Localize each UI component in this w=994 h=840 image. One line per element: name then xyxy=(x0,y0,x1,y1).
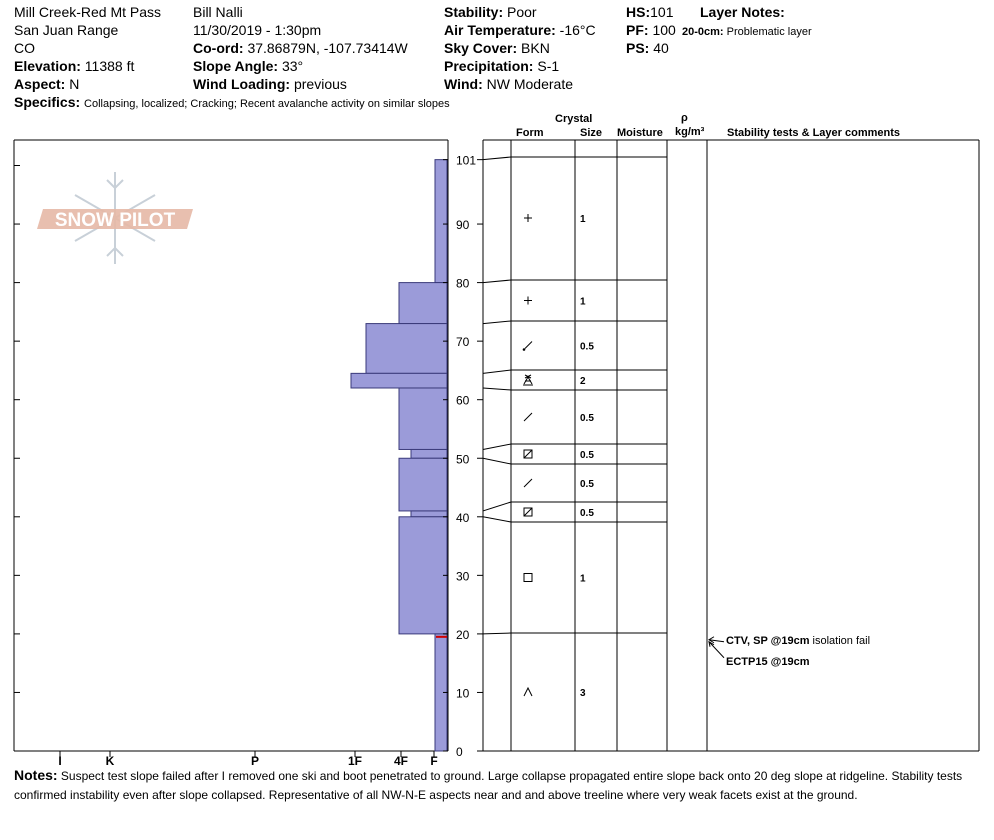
wind-loading-value: previous xyxy=(293,76,347,92)
aspect-label: Aspect: xyxy=(14,76,66,92)
slash-icon xyxy=(524,479,532,487)
layer-connector xyxy=(483,633,511,634)
air-temp-value: -16°C xyxy=(559,22,596,38)
notes-text: Suspect test slope failed after I removed one ski and boot penetrated to ground. Large collapse propagated entire slope back onto 20 deg slope at ridgeline. Stability tests confirmed instability even after slope collapsed. Representative of all NW-N-E aspects near and and above treeline where very weak facets exist at the ground. xyxy=(14,769,963,802)
wind-value: NW Moderate xyxy=(486,76,573,92)
density-unit-header: kg/m³ xyxy=(675,126,705,138)
air-temp-label: Air Temperature: xyxy=(444,22,556,38)
hardness-bar xyxy=(399,517,447,634)
depth-label: 40 xyxy=(456,510,470,525)
wind-loading-label: Wind Loading: xyxy=(193,76,291,92)
crystal-size: 0.5 xyxy=(580,341,594,353)
notes xyxy=(14,766,984,805)
elevation-label: Elevation: xyxy=(14,58,81,74)
crystal-size: 0.5 xyxy=(580,450,594,461)
hardness-bar xyxy=(399,283,447,324)
layer-connector xyxy=(483,157,511,160)
sky-value: BKN xyxy=(521,40,550,56)
surface-hoar-icon xyxy=(523,375,533,385)
caret-icon xyxy=(524,688,532,696)
ps-label: PS: xyxy=(626,40,650,56)
hardness-bar xyxy=(399,388,447,449)
slash-dot-icon xyxy=(523,342,532,351)
hs-value: 101 xyxy=(650,4,674,20)
depth-label: 60 xyxy=(456,393,470,408)
ps-value: 40 xyxy=(653,40,669,56)
aspect-value: N xyxy=(69,76,80,92)
coord-label: Co-ord: xyxy=(193,40,244,56)
layer-connector xyxy=(483,517,511,522)
obs-datetime: 11/30/2019 - 1:30pm xyxy=(193,22,322,38)
depth-label: 20 xyxy=(456,627,470,642)
stability-test: ECTP15 @19cm xyxy=(726,655,810,668)
moisture-header: Moisture xyxy=(617,127,663,139)
rho-header: ρ xyxy=(681,112,688,124)
depth-label: 70 xyxy=(456,335,470,350)
form-header: Form xyxy=(516,127,544,139)
hardness-bar xyxy=(411,449,447,458)
stability-value: Poor xyxy=(507,4,537,20)
depth-label: 90 xyxy=(456,218,470,233)
precip-label: Precipitation: xyxy=(444,58,534,74)
layer-connector xyxy=(483,321,511,324)
hardness-tick-label: 4F xyxy=(393,754,409,768)
test-pointer xyxy=(709,642,724,658)
slope-label: Slope Angle: xyxy=(193,58,279,74)
hardness-bar xyxy=(411,511,447,517)
location-name: Mill Creek-Red Mt Pass xyxy=(14,4,162,20)
hardness-tick-label: I xyxy=(58,754,62,768)
layer-connector xyxy=(483,502,511,511)
hardness-tick-label: F xyxy=(430,754,438,768)
depth-label: 101 xyxy=(456,153,477,168)
square-icon xyxy=(524,574,532,582)
crystal-size: 0.5 xyxy=(580,508,594,519)
plus-icon xyxy=(524,214,532,222)
hardness-tick-label: 1F xyxy=(347,754,363,768)
coord-value: 37.86879N, -107.73414W xyxy=(247,40,408,56)
crystal-size: 0.5 xyxy=(580,413,594,424)
hardness-bar xyxy=(366,324,447,374)
tests-header: Stability tests & Layer comments xyxy=(727,127,901,139)
stability-label: Stability: xyxy=(444,4,504,20)
hs-label: HS: xyxy=(626,4,651,20)
depth-label: 0 xyxy=(456,745,463,759)
notes-label: Notes: xyxy=(14,767,58,783)
layer-connector xyxy=(483,388,511,390)
depth-label: 10 xyxy=(456,686,470,701)
state: CO xyxy=(14,40,35,56)
depth-label: 50 xyxy=(456,452,470,467)
layer-note-text: Problematic layer xyxy=(726,26,812,38)
crystal-size: 1 xyxy=(580,296,586,308)
stability-test: CTV, SP @19cm isolation fail xyxy=(726,634,871,647)
crystal-size: 2 xyxy=(580,376,586,387)
hardness-bar xyxy=(435,160,447,283)
layer-notes-label: Layer Notes: xyxy=(700,4,785,20)
wind-label: Wind: xyxy=(444,76,483,92)
hardness-tick-label: P xyxy=(250,754,260,768)
box-slash-icon xyxy=(524,450,532,458)
crystal-size: 1 xyxy=(580,214,586,225)
crystal-size: 1 xyxy=(580,573,586,585)
slash-icon xyxy=(524,413,532,421)
depth-label: 80 xyxy=(456,276,470,291)
pf-value: 100 xyxy=(652,22,676,38)
hardness-tick-label: K xyxy=(105,754,115,768)
specifics-label: Specifics: xyxy=(14,94,81,110)
precip-value: S-1 xyxy=(537,58,560,74)
layer-connector xyxy=(483,444,511,449)
crystal-size: 0.5 xyxy=(580,479,594,490)
observer: Bill Nalli xyxy=(193,4,243,20)
layer-note-depth: 20-0cm: xyxy=(682,26,724,38)
specifics-value: Collapsing, localized; Cracking; Recent avalanche activity on similar slopes xyxy=(84,98,450,110)
layer-connector xyxy=(483,458,511,464)
box-slash-icon xyxy=(524,508,532,516)
slope-value: 33° xyxy=(281,58,304,74)
mountain-range: San Juan Range xyxy=(14,22,119,38)
plus-icon xyxy=(524,297,532,305)
hardness-bar xyxy=(351,373,447,388)
pf-label: PF: xyxy=(626,22,649,38)
layer-connector xyxy=(483,370,511,373)
depth-label: 30 xyxy=(456,569,470,584)
size-header: Size xyxy=(580,127,603,139)
hardness-bar xyxy=(399,458,447,511)
logo-text: SNOW PILOT xyxy=(54,210,176,231)
crystal-header: Crystal xyxy=(555,113,593,125)
elevation-value: 11388 ft xyxy=(84,58,135,74)
crystal-size: 3 xyxy=(580,688,586,699)
layer-connector xyxy=(483,280,511,283)
snowpilot-logo xyxy=(37,172,193,264)
sky-label: Sky Cover: xyxy=(444,40,518,56)
